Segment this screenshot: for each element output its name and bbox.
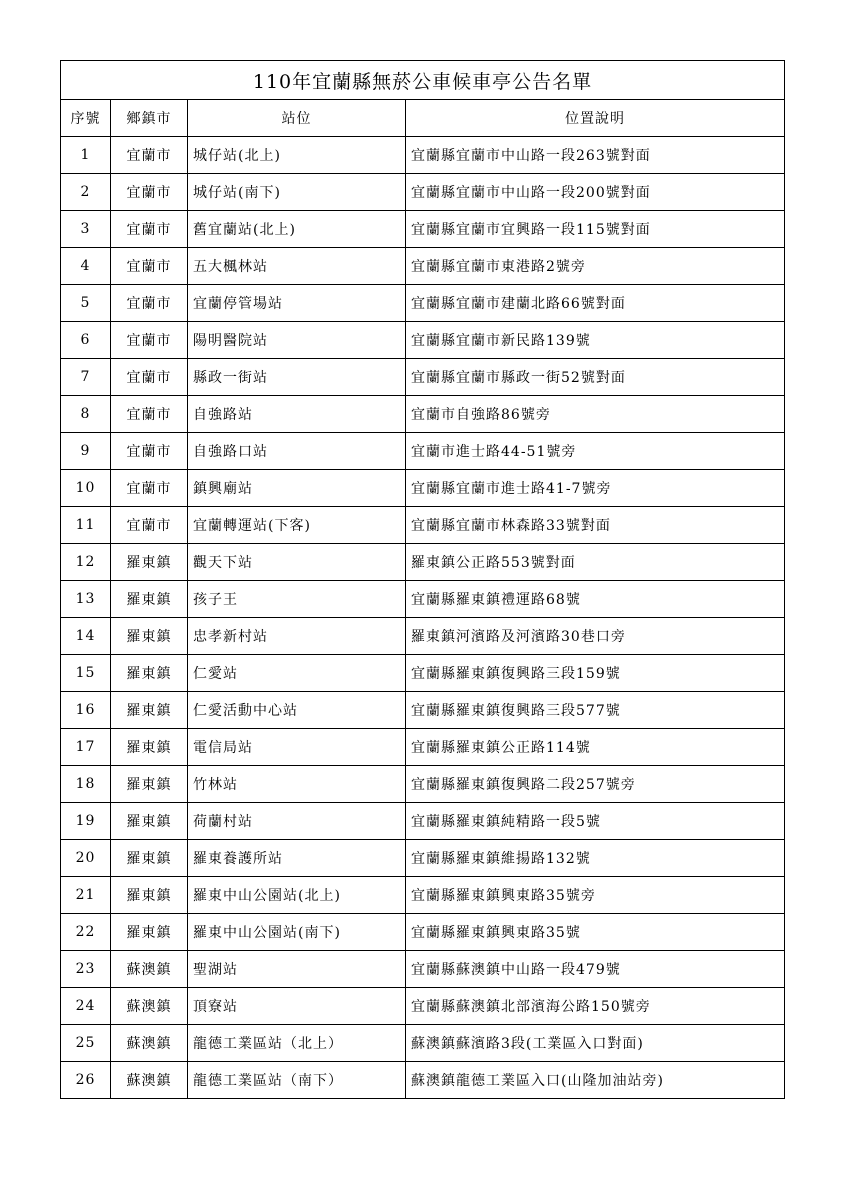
cell-no: 23	[61, 951, 111, 988]
cell-no: 17	[61, 729, 111, 766]
cell-location: 宜蘭縣宜蘭市建蘭北路66號對面	[406, 285, 785, 322]
cell-town: 羅東鎮	[111, 581, 188, 618]
cell-no: 14	[61, 618, 111, 655]
cell-no: 26	[61, 1062, 111, 1099]
cell-town: 羅東鎮	[111, 618, 188, 655]
cell-town: 宜蘭市	[111, 285, 188, 322]
table-row	[61, 322, 785, 359]
table-row	[61, 766, 785, 803]
table-row	[61, 692, 785, 729]
table-row	[61, 655, 785, 692]
cell-station: 宜蘭轉運站(下客)	[188, 507, 406, 544]
cell-location: 宜蘭市進士路44-51號旁	[406, 433, 785, 470]
cell-town: 宜蘭市	[111, 137, 188, 174]
table-row	[61, 285, 785, 322]
cell-no: 8	[61, 396, 111, 433]
cell-no: 10	[61, 470, 111, 507]
cell-town: 羅東鎮	[111, 655, 188, 692]
table-row	[61, 1025, 785, 1062]
cell-station: 電信局站	[188, 729, 406, 766]
cell-no: 25	[61, 1025, 111, 1062]
cell-town: 羅東鎮	[111, 729, 188, 766]
cell-location: 宜蘭縣羅東鎮興東路35號	[406, 914, 785, 951]
cell-no: 11	[61, 507, 111, 544]
cell-town: 蘇澳鎮	[111, 1062, 188, 1099]
table-row	[61, 581, 785, 618]
cell-no: 6	[61, 322, 111, 359]
cell-station: 陽明醫院站	[188, 322, 406, 359]
cell-town: 蘇澳鎮	[111, 1025, 188, 1062]
cell-location: 宜蘭市自強路86號旁	[406, 396, 785, 433]
table-row	[61, 803, 785, 840]
cell-no: 2	[61, 174, 111, 211]
table-row	[61, 174, 785, 211]
cell-town: 羅東鎮	[111, 914, 188, 951]
cell-location: 宜蘭縣宜蘭市宜興路一段115號對面	[406, 211, 785, 248]
cell-location: 蘇澳鎮蘇濱路3段(工業區入口對面)	[406, 1025, 785, 1062]
cell-location: 羅東鎮公正路553號對面	[406, 544, 785, 581]
table-row	[61, 396, 785, 433]
cell-location: 宜蘭縣宜蘭市進士路41-7號旁	[406, 470, 785, 507]
cell-station: 羅東中山公園站(北上)	[188, 877, 406, 914]
cell-station: 五大楓林站	[188, 248, 406, 285]
cell-location: 宜蘭縣蘇澳鎮中山路一段479號	[406, 951, 785, 988]
cell-station: 自強路站	[188, 396, 406, 433]
cell-station: 頂寮站	[188, 988, 406, 1025]
table-row	[61, 137, 785, 174]
table-row	[61, 914, 785, 951]
cell-no: 15	[61, 655, 111, 692]
cell-station: 羅東養護所站	[188, 840, 406, 877]
cell-no: 7	[61, 359, 111, 396]
cell-no: 18	[61, 766, 111, 803]
header-row	[61, 100, 785, 137]
cell-station: 縣政一街站	[188, 359, 406, 396]
table-body	[61, 137, 785, 1099]
cell-location: 宜蘭縣羅東鎮興東路35號旁	[406, 877, 785, 914]
cell-town: 羅東鎮	[111, 692, 188, 729]
cell-location: 宜蘭縣宜蘭市中山路一段200號對面	[406, 174, 785, 211]
column-header-station: 站位	[188, 100, 406, 137]
cell-no: 3	[61, 211, 111, 248]
cell-location: 宜蘭縣羅東鎮維揚路132號	[406, 840, 785, 877]
cell-station: 自強路口站	[188, 433, 406, 470]
cell-station: 聖湖站	[188, 951, 406, 988]
table-row	[61, 359, 785, 396]
cell-station: 城仔站(南下)	[188, 174, 406, 211]
cell-location: 宜蘭縣羅東鎮純精路一段5號	[406, 803, 785, 840]
column-header-town: 鄉鎮市	[111, 100, 188, 137]
cell-town: 宜蘭市	[111, 211, 188, 248]
cell-station: 鎮興廟站	[188, 470, 406, 507]
cell-location: 宜蘭縣羅東鎮禮運路68號	[406, 581, 785, 618]
table-row	[61, 618, 785, 655]
cell-station: 城仔站(北上)	[188, 137, 406, 174]
document-title: 110年宜蘭縣無菸公車候車亭公告名單	[61, 61, 785, 100]
table-row	[61, 211, 785, 248]
cell-no: 19	[61, 803, 111, 840]
cell-location: 蘇澳鎮龍德工業區入口(山隆加油站旁)	[406, 1062, 785, 1099]
cell-location: 宜蘭縣羅東鎮復興路三段159號	[406, 655, 785, 692]
table-row	[61, 433, 785, 470]
table-row	[61, 988, 785, 1025]
cell-station: 孩子王	[188, 581, 406, 618]
cell-town: 羅東鎮	[111, 840, 188, 877]
cell-no: 13	[61, 581, 111, 618]
cell-station: 竹林站	[188, 766, 406, 803]
cell-no: 22	[61, 914, 111, 951]
cell-station: 仁愛站	[188, 655, 406, 692]
cell-station: 宜蘭停管場站	[188, 285, 406, 322]
cell-town: 羅東鎮	[111, 766, 188, 803]
cell-no: 21	[61, 877, 111, 914]
table-row	[61, 877, 785, 914]
cell-town: 羅東鎮	[111, 877, 188, 914]
cell-town: 宜蘭市	[111, 174, 188, 211]
table-row	[61, 544, 785, 581]
cell-no: 24	[61, 988, 111, 1025]
cell-town: 宜蘭市	[111, 359, 188, 396]
cell-location: 宜蘭縣宜蘭市林森路33號對面	[406, 507, 785, 544]
column-header-location: 位置說明	[406, 100, 785, 137]
cell-town: 宜蘭市	[111, 470, 188, 507]
cell-station: 觀天下站	[188, 544, 406, 581]
cell-location: 宜蘭縣宜蘭市中山路一段263號對面	[406, 137, 785, 174]
cell-no: 20	[61, 840, 111, 877]
cell-station: 舊宜蘭站(北上)	[188, 211, 406, 248]
cell-town: 蘇澳鎮	[111, 951, 188, 988]
cell-location: 宜蘭縣羅東鎮復興路二段257號旁	[406, 766, 785, 803]
cell-station: 龍德工業區站（南下）	[188, 1062, 406, 1099]
cell-no: 1	[61, 137, 111, 174]
cell-town: 宜蘭市	[111, 322, 188, 359]
cell-station: 羅東中山公園站(南下)	[188, 914, 406, 951]
cell-location: 羅東鎮河濱路及河濱路30巷口旁	[406, 618, 785, 655]
cell-station: 荷蘭村站	[188, 803, 406, 840]
column-header-no: 序號	[61, 100, 111, 137]
table-row	[61, 840, 785, 877]
cell-station: 龍德工業區站（北上）	[188, 1025, 406, 1062]
cell-location: 宜蘭縣蘇澳鎮北部濱海公路150號旁	[406, 988, 785, 1025]
cell-town: 羅東鎮	[111, 544, 188, 581]
table-row	[61, 951, 785, 988]
cell-no: 4	[61, 248, 111, 285]
cell-station: 忠孝新村站	[188, 618, 406, 655]
cell-town: 羅東鎮	[111, 803, 188, 840]
cell-location: 宜蘭縣宜蘭市縣政一街52號對面	[406, 359, 785, 396]
table-row	[61, 729, 785, 766]
cell-station: 仁愛活動中心站	[188, 692, 406, 729]
cell-no: 5	[61, 285, 111, 322]
bus-shelter-notice-table	[60, 60, 785, 1099]
table-row	[61, 248, 785, 285]
cell-town: 宜蘭市	[111, 433, 188, 470]
table-row	[61, 1062, 785, 1099]
cell-location: 宜蘭縣羅東鎮復興路三段577號	[406, 692, 785, 729]
cell-town: 宜蘭市	[111, 396, 188, 433]
cell-town: 蘇澳鎮	[111, 988, 188, 1025]
cell-location: 宜蘭縣羅東鎮公正路114號	[406, 729, 785, 766]
cell-location: 宜蘭縣宜蘭市新民路139號	[406, 322, 785, 359]
cell-town: 宜蘭市	[111, 507, 188, 544]
cell-no: 16	[61, 692, 111, 729]
table-row	[61, 470, 785, 507]
cell-town: 宜蘭市	[111, 248, 188, 285]
cell-location: 宜蘭縣宜蘭市東港路2號旁	[406, 248, 785, 285]
table-row	[61, 507, 785, 544]
cell-no: 12	[61, 544, 111, 581]
title-row	[61, 61, 785, 100]
cell-no: 9	[61, 433, 111, 470]
